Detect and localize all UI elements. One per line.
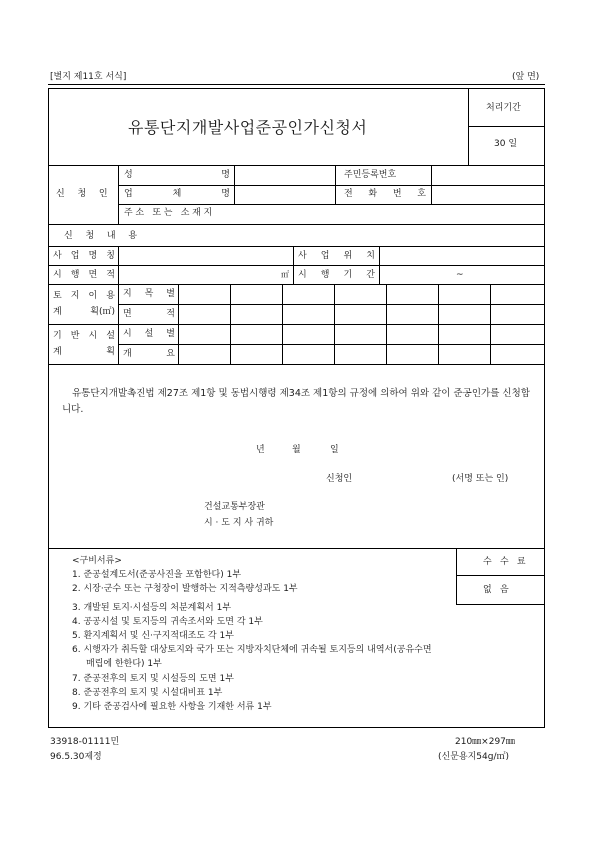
- application-content-label: 신 청 내 용: [64, 231, 143, 241]
- company-label: 업 체 명: [124, 189, 230, 199]
- document-item: 2. 시장·군수 또는 구청장이 발행하는 지적측량성과도 1부: [72, 584, 298, 594]
- period-end-field[interactable]: [466, 267, 543, 283]
- processing-mid-rule: [468, 126, 545, 127]
- land-use-label-1: 토 지 이 용: [53, 291, 115, 301]
- processing-period-label: 처리기간: [486, 103, 521, 113]
- document-item: 6. 시행자가 취득할 대상토지와 국가 또는 지방자치단체에 귀속될 토지등의 내역서(공유수면: [72, 645, 432, 655]
- project-name-field[interactable]: [120, 248, 291, 264]
- document-item: 8. 준공전후의 토지 및 시설대비표 1부: [72, 688, 223, 698]
- content-bottom-rule: [48, 246, 545, 247]
- applicant-top-rule: [48, 165, 545, 166]
- resident-id-label: 주민등록번호: [344, 170, 397, 180]
- header-rule: [48, 84, 545, 85]
- document-item: 7. 준공전후의 토지 및 시설등의 도면 1부: [72, 674, 234, 684]
- phone-label: 전 화 번 호: [344, 189, 426, 199]
- recipient-governor: 시 · 도 지 사 귀하: [204, 518, 274, 528]
- document-item: 1. 준공설계도서(준공사진을 포함한다) 1부: [72, 570, 242, 580]
- documents-top-rule: [48, 548, 545, 549]
- grid-col-rule-4: [282, 284, 283, 364]
- date-day: 일: [330, 445, 339, 455]
- project-period-label: 시 행 기 간: [298, 270, 375, 280]
- form-established-date: 96.5.30제정: [50, 752, 102, 762]
- content-top-rule: [48, 224, 545, 225]
- project-row-rule: [48, 265, 545, 266]
- project-location-field[interactable]: [381, 248, 543, 264]
- processing-period-value: 30 일: [494, 139, 518, 149]
- facility-summary-label: 개 요: [123, 349, 175, 359]
- grid-col-rule-5: [334, 284, 335, 364]
- company-field[interactable]: [236, 186, 333, 203]
- page-side-label: (앞 면): [512, 72, 540, 82]
- fee-bottom-rule: [456, 604, 545, 605]
- recipient-minister: 건설교통부장관: [204, 502, 265, 512]
- infra-label-2: 계 획: [53, 347, 115, 357]
- address-field[interactable]: [236, 205, 543, 222]
- documents-heading: <구비서류>: [72, 556, 122, 566]
- grid-col-rule-3: [230, 284, 231, 364]
- date-month: 월: [292, 445, 301, 455]
- grid-rule-3: [118, 344, 545, 345]
- form-title: 유통단지개발사업준공인가신청서: [128, 118, 368, 137]
- project-location-label: 사 업 위 치: [298, 251, 375, 261]
- name-label: 성 명: [124, 170, 230, 180]
- grid-col-rule-6: [386, 284, 387, 364]
- fee-divider: [456, 548, 457, 604]
- land-category-label: 지 목 별: [123, 289, 175, 299]
- grid-col-rule-2: [178, 284, 179, 364]
- applicant-signature-label: 신청인: [326, 474, 353, 484]
- applicant-col-rule-3: [431, 165, 432, 204]
- fee-mid-rule: [456, 575, 545, 576]
- grid-top-rule: [48, 284, 545, 285]
- applicant-section-label: 신 청 인: [56, 189, 113, 199]
- grid-bottom-rule: [48, 364, 545, 365]
- paper-size: 210㎜×297㎜: [455, 737, 515, 747]
- fee-value: 없 음: [483, 585, 512, 595]
- document-item: 매립에 한한다) 1부: [86, 659, 162, 669]
- infra-label-1: 기 반 시 설: [53, 331, 115, 341]
- project-area-label: 시 행 면 적: [53, 270, 115, 280]
- period-separator: ~: [456, 270, 464, 280]
- paper-type: (신문용지54g/㎡): [438, 752, 509, 762]
- document-item: 3. 개발된 토지·시설등의 처분계획서 1부: [72, 603, 232, 613]
- area-unit: ㎡: [281, 270, 289, 279]
- form-number: [별지 제11호 서식]: [50, 72, 127, 82]
- land-area-label: 면 적: [123, 309, 175, 319]
- phone-field[interactable]: [433, 186, 543, 203]
- period-start-field[interactable]: [381, 267, 451, 283]
- land-use-label-2: 계 획(㎡): [53, 307, 115, 317]
- form-code: 33918-01111민: [50, 737, 120, 747]
- project-area-field[interactable]: [120, 267, 278, 283]
- application-statement: 유통단지개발촉진법 제27조 제1항 및 동법시행령 제34조 제1항의 규정에 의하여 위와 같이 준공인가를 신청합니다.: [62, 388, 530, 415]
- name-field[interactable]: [236, 167, 333, 184]
- date-year: 년: [256, 445, 265, 455]
- document-item: 9. 기타 준공검사에 필요한 사항을 기재한 서류 1부: [72, 702, 272, 712]
- grid-col-rule-7: [438, 284, 439, 364]
- fee-label: 수 수 료: [483, 557, 529, 567]
- applicant-col-rule-2: [335, 165, 336, 204]
- facility-category-label: 시 설 별: [123, 329, 175, 339]
- resident-id-field[interactable]: [433, 167, 543, 184]
- grid-rule-1: [118, 304, 545, 305]
- applicant-col-rule-1: [234, 165, 235, 204]
- applicant-label-divider: [118, 165, 119, 224]
- signature-note: (서명 또는 인): [452, 474, 509, 484]
- document-item: 5. 환지계획서 및 신·구지적대조도 각 1부: [72, 631, 234, 641]
- document-item: 4. 공공시설 및 토지등의 귀속조서와 도면 각 1부: [72, 617, 263, 627]
- project-name-label: 사 업 명 칭: [53, 251, 115, 261]
- grid-col-rule-1: [118, 284, 119, 364]
- grid-col-rule-8: [490, 284, 491, 364]
- grid-rule-2: [48, 324, 545, 325]
- address-label: 주소 또는 소재지: [124, 208, 215, 218]
